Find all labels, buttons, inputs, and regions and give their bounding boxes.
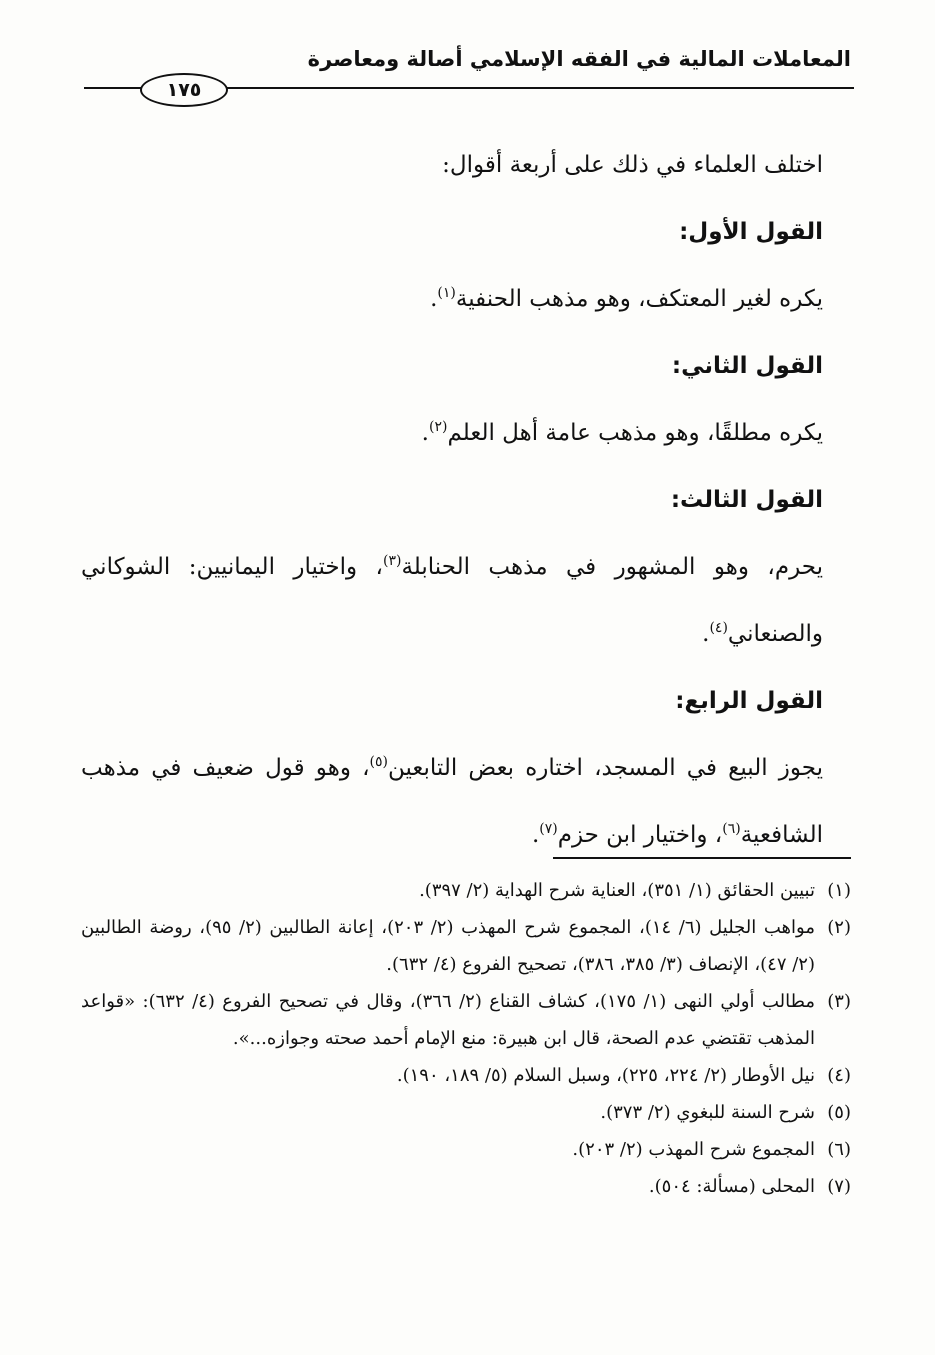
footnote-ref-5: (٥)	[369, 754, 388, 770]
opinion-4-text	[81, 735, 851, 869]
footnote-ref-1: (١)	[437, 285, 456, 301]
footnotes	[81, 872, 851, 1205]
footnote-text: مطالب أولي النهى (١/ ١٧٥)، كشاف القناع (٢/ ٣٦٦)، وقال في تصحيح الفروع (٤/ ٦٣٢): «قواعد المذهب تقتضي عدم الصحة، قال ابن هبيرة: منع الإمام أحمد صحته وجوازه...».	[81, 991, 815, 1049]
opinion-3-body: يحرم، وهو المشهور في مذهب الحنابلة	[401, 554, 824, 580]
footnote-text: المجموع شرح المهذب (٢/ ٢٠٣).	[572, 1139, 815, 1160]
main-text	[81, 132, 851, 869]
opinion-2-tail: .	[421, 420, 429, 446]
footnote-ref-2: (٢)	[428, 419, 448, 435]
opinion-2-body: يكره مطلقًا، وهو مذهب عامة أهل العلم	[447, 420, 823, 446]
footnote-text: تبيين الحقائق (١/ ٣٥١)، العناية شرح الهداية (٢/ ٣٩٧).	[419, 880, 815, 901]
footnote-separator	[553, 857, 851, 859]
opinion-4-heading: القول الرابع:	[675, 688, 823, 714]
opinion-3-body-2: ، واختيار اليمانيين: الشوكاني والصنعاني	[81, 554, 823, 647]
running-title: المعاملات المالية في الفقه الإسلامي أصالة ومعاصرة	[307, 47, 851, 71]
footnote-number: (٣)	[827, 991, 851, 1012]
opinion-4-body-3: ، واختيار ابن حزم	[557, 822, 723, 848]
footnote-text: مواهب الجليل (٦/ ١٤)، المجموع شرح المهذب (٢/ ٢٠٣)، إعانة الطالبين (٢/ ٩٥)، روضة الطالبين (٢/ ٤٧)، الإنصاف (٣/ ٣٨٥، ٣٨٦)، تصحيح الفروع (٤/ ٦٣٢).	[81, 917, 815, 975]
opinion-2-text	[81, 400, 851, 467]
opinion-2-heading: القول الثاني:	[671, 353, 823, 379]
footnote-text: شرح السنة للبغوي (٢/ ٣٧٣).	[600, 1102, 815, 1123]
footnote-ref-3: (٣)	[382, 553, 402, 569]
opinion-4-tail: .	[531, 822, 540, 848]
footnote-number: (٥)	[827, 1102, 851, 1123]
opinion-3-text	[81, 534, 851, 668]
footnote-3	[81, 983, 851, 1057]
footnote-ref-7: (٧)	[539, 821, 558, 837]
footnote-number: (٤)	[827, 1065, 851, 1086]
footnote-ref-4: (٤)	[709, 620, 728, 636]
footnote-number: (٢)	[827, 917, 851, 938]
opinion-1-tail: .	[430, 286, 438, 312]
footnote-1	[81, 872, 851, 909]
footnote-number: (٦)	[827, 1139, 851, 1160]
footnote-6	[81, 1131, 851, 1168]
opinion-1-body: يكره لغير المعتكف، وهو مذهب الحنفية	[455, 286, 823, 312]
footnote-4	[81, 1057, 851, 1094]
footnote-text: المحلى (مسألة: ٥٠٤).	[648, 1176, 815, 1197]
footnote-7	[81, 1168, 851, 1205]
opinion-1-heading: القول الأول:	[679, 219, 823, 245]
footnote-text: نيل الأوطار (٢/ ٢٢٤، ٢٢٥)، وسبل السلام (٥/ ١٨٩، ١٩٠).	[396, 1065, 815, 1086]
footnote-number: (١)	[827, 880, 851, 901]
footnote-5	[81, 1094, 851, 1131]
footnote-ref-6: (٦)	[722, 821, 741, 837]
page-number: ١٧٥	[140, 73, 228, 107]
opinion-3-tail: .	[702, 621, 710, 647]
footnote-2	[81, 909, 851, 983]
opinion-4-body: يجوز البيع في المسجد، اختاره بعض التابعين	[387, 755, 823, 781]
opinion-4-body-2: ، وهو قول ضعيف في مذهب الشافعية	[81, 755, 823, 848]
intro-paragraph: اختلف العلماء في ذلك على أربعة أقوال:	[442, 152, 823, 178]
footnote-number: (٧)	[827, 1176, 851, 1197]
opinion-1-text	[81, 266, 851, 333]
opinion-3-heading: القول الثالث:	[670, 487, 823, 513]
